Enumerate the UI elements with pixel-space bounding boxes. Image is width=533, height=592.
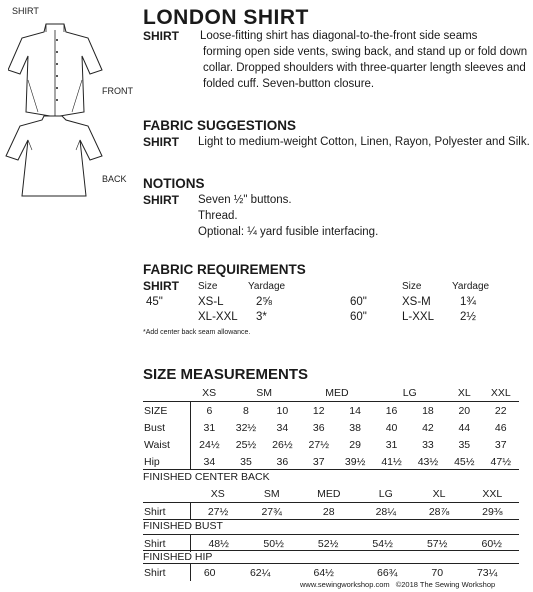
row-label: SIZE bbox=[143, 402, 191, 420]
table-cell: 48½ bbox=[208, 537, 229, 550]
shirt-back-sketch bbox=[4, 112, 104, 198]
fr-right-width-2: 60" bbox=[350, 311, 367, 323]
row-label: Shirt bbox=[143, 535, 191, 553]
table-cell: 44 bbox=[458, 421, 471, 434]
table-cell: 36 bbox=[276, 455, 289, 468]
size-group: XL bbox=[457, 386, 471, 399]
table-row bbox=[143, 402, 519, 420]
body-measurements-table bbox=[143, 384, 519, 470]
table-cell: 28¼ bbox=[375, 505, 397, 518]
sketch-label-back: BACK bbox=[102, 174, 127, 184]
row-label bbox=[143, 384, 191, 402]
table-cell: 29⅜ bbox=[482, 505, 503, 518]
table-cell: 73¼ bbox=[476, 566, 498, 579]
fr-right-size-2: L-XXL bbox=[402, 311, 434, 323]
table-cell: 12 bbox=[312, 404, 325, 417]
size-group: LG bbox=[402, 386, 417, 399]
footer bbox=[300, 580, 495, 589]
table-cell: 14 bbox=[349, 404, 361, 417]
table-cell: 60½ bbox=[481, 537, 502, 550]
size-header-right: Size bbox=[402, 281, 422, 292]
table-cell: 70 bbox=[431, 566, 444, 579]
size-group: XS bbox=[202, 386, 217, 399]
fabric-requirements-note: *Add center back seam allowance. bbox=[143, 329, 251, 336]
size-measurements-heading: SIZE MEASUREMENTS bbox=[143, 366, 309, 383]
table-cell: 37 bbox=[312, 455, 325, 468]
table-cell: 42 bbox=[422, 421, 434, 434]
table-cell: 47½ bbox=[490, 455, 511, 468]
size-group: XXL bbox=[490, 386, 511, 399]
table-cell: 25½ bbox=[235, 438, 257, 451]
table-cell: 20 bbox=[458, 404, 471, 417]
page-title: LONDON SHIRT bbox=[143, 6, 309, 29]
table-cell: LG bbox=[378, 487, 393, 500]
size-group: MED bbox=[325, 386, 349, 399]
table-cell: 35 bbox=[240, 455, 252, 468]
table-cell: 10 bbox=[276, 404, 289, 417]
table-cell: 46 bbox=[494, 421, 507, 434]
row-label: Shirt bbox=[143, 503, 191, 521]
table-cell: 26½ bbox=[272, 438, 293, 451]
table-row bbox=[143, 419, 519, 436]
table-cell: 64½ bbox=[313, 566, 334, 579]
table-cell: 27¾ bbox=[261, 505, 282, 518]
table-cell: 39½ bbox=[344, 455, 366, 468]
fabric-suggestions-text: Light to medium-weight Cotton, Linen, Rayon, Polyester and Silk. bbox=[198, 136, 530, 148]
finished-center-back-heading: FINISHED CENTER BACK bbox=[143, 471, 270, 483]
yardage-header-left: Yardage bbox=[248, 281, 286, 292]
table-cell: 27½ bbox=[308, 438, 329, 451]
footer-url[interactable]: www.sewingworkshop.com bbox=[300, 580, 390, 589]
table-cell: 28 bbox=[322, 505, 335, 518]
finished-bust-heading: FINISHED BUST bbox=[143, 520, 223, 532]
table-cell: 41½ bbox=[381, 455, 402, 468]
row-label: Waist bbox=[143, 436, 191, 453]
row-label bbox=[143, 485, 191, 503]
table-cell: 6 bbox=[206, 404, 213, 417]
fabric-suggestions-heading: FABRIC SUGGESTIONS bbox=[143, 118, 297, 133]
table-cell: MED bbox=[317, 487, 341, 500]
fr-right-yardage-1: 1¾ bbox=[460, 296, 476, 308]
divider bbox=[143, 469, 519, 470]
table-row bbox=[143, 436, 519, 453]
table-cell: 33 bbox=[422, 438, 434, 451]
size-group: SM bbox=[256, 386, 273, 399]
table-cell: XL bbox=[432, 487, 446, 500]
notions-list: Seven ½" buttons. Thread. Optional: ¼ yard fusible interfacing. bbox=[198, 194, 379, 238]
table-cell: 43½ bbox=[417, 455, 439, 468]
table-cell: 66¾ bbox=[377, 566, 398, 579]
table-cell: SM bbox=[263, 487, 280, 500]
table-row bbox=[143, 503, 519, 521]
row-label: Shirt bbox=[143, 564, 191, 582]
description-text: Loose-fitting shirt has diagonal-to-the-front side seams forming open side vents, swing back, and stand up or fold down collar. Dropped shoulders with three-quarter length sleeves and folded cuff. Seven-button closure. bbox=[200, 30, 528, 90]
table-cell: 31 bbox=[203, 421, 216, 434]
table-cell: 52½ bbox=[317, 537, 339, 550]
finished-hip-heading: FINISHED HIP bbox=[143, 551, 213, 563]
table-cell: XXL bbox=[482, 487, 503, 500]
size-group-row bbox=[143, 485, 519, 503]
table-cell: 37 bbox=[494, 438, 507, 451]
fr-left-yardage-2: 3* bbox=[256, 311, 267, 323]
table-cell: 28⅞ bbox=[428, 505, 450, 518]
fabric-width-45: 45" bbox=[146, 296, 163, 308]
table-cell: 34 bbox=[276, 421, 289, 434]
size-header-left: Size bbox=[198, 281, 218, 292]
row-label: Hip bbox=[143, 453, 191, 470]
fabric-requirements-label: SHIRT bbox=[143, 279, 179, 293]
table-cell: 35 bbox=[458, 438, 471, 451]
row-label: Bust bbox=[143, 419, 191, 436]
sketch-label-shirt: SHIRT bbox=[12, 6, 39, 16]
finished-hip-table bbox=[143, 563, 519, 581]
table-cell: 24½ bbox=[199, 438, 220, 451]
fr-left-size-1: XS-L bbox=[198, 296, 224, 308]
table-cell: 60 bbox=[203, 566, 216, 579]
fabric-requirements-heading: FABRIC REQUIREMENTS bbox=[143, 262, 306, 277]
table-cell: 57½ bbox=[426, 537, 448, 550]
table-cell: 45½ bbox=[454, 455, 475, 468]
fr-right-yardage-2: 2½ bbox=[460, 311, 476, 323]
fabric-suggestions-label: SHIRT bbox=[143, 135, 179, 149]
table-cell: 32½ bbox=[235, 421, 257, 434]
yardage-header-right: Yardage bbox=[452, 281, 490, 292]
shirt-front-sketch bbox=[8, 20, 104, 120]
notions-heading: NOTIONS bbox=[143, 176, 205, 191]
table-row bbox=[143, 564, 519, 582]
sketch-label-front: FRONT bbox=[102, 86, 133, 96]
table-cell: 18 bbox=[422, 404, 434, 417]
table-cell: 40 bbox=[385, 421, 398, 434]
table-cell: 27½ bbox=[207, 505, 229, 518]
table-cell: 54½ bbox=[372, 537, 393, 550]
fr-right-size-1: XS-M bbox=[402, 296, 431, 308]
table-cell: 38 bbox=[349, 421, 361, 434]
fr-left-yardage-1: 2⅝ bbox=[256, 296, 272, 308]
table-cell: XS bbox=[210, 487, 225, 500]
description-label: SHIRT bbox=[143, 29, 179, 43]
table-cell: 62¼ bbox=[249, 566, 271, 579]
fr-right-width-1: 60" bbox=[350, 296, 367, 308]
table-cell: 16 bbox=[385, 404, 398, 417]
footer-copyright: ©2018 The Sewing Workshop bbox=[395, 580, 496, 589]
fr-left-size-2: XL-XXL bbox=[198, 311, 238, 323]
table-cell: 50½ bbox=[263, 537, 284, 550]
notions-label: SHIRT bbox=[143, 193, 179, 207]
table-cell: 36 bbox=[312, 421, 325, 434]
table-cell: 8 bbox=[243, 404, 249, 417]
table-row bbox=[143, 453, 519, 470]
table-cell: 31 bbox=[385, 438, 398, 451]
table-cell: 34 bbox=[203, 455, 216, 468]
size-group-row bbox=[143, 384, 519, 402]
finished-center-back-table bbox=[143, 485, 519, 520]
table-cell: 29 bbox=[349, 438, 361, 451]
table-cell: 22 bbox=[494, 404, 507, 417]
